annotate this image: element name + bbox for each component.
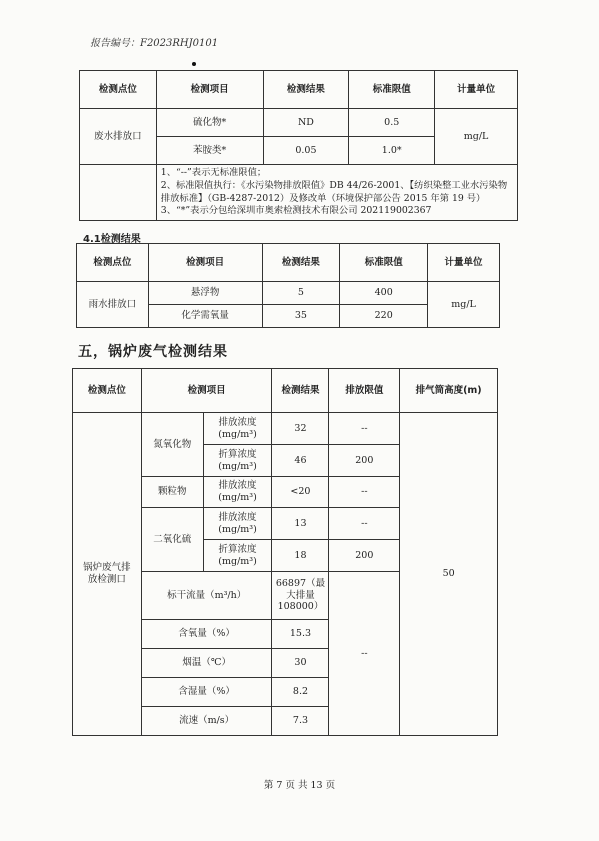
stack-height-cell: 50 (400, 413, 498, 736)
param-result: 15.3 (272, 620, 329, 649)
header-limit: 标准限值 (349, 71, 435, 109)
param-label: 烟温（℃） (141, 649, 272, 678)
limit-cell: 200 (329, 445, 400, 477)
param-result: 8.2 (272, 678, 329, 707)
notes-cell (156, 165, 517, 221)
page-footer: 第 7 页 共 13 页 (263, 780, 336, 791)
item-cell: 苯胺类* (156, 137, 263, 165)
header-result: 检测结果 (272, 369, 329, 413)
section-label: 4.1检测结果 (83, 234, 141, 245)
flow-result: 66897（最 大排量 108000） (272, 572, 329, 620)
param-label: 流速（m/s） (141, 707, 272, 736)
wastewater-table (79, 70, 518, 221)
flow-label: 标干流量（m³/h） (141, 572, 272, 620)
header-limit: 排放限值 (329, 369, 400, 413)
param-result: 30 (272, 649, 329, 678)
pollutant-pm: 颗粒物 (141, 477, 203, 508)
other-limit-cell: -- (329, 572, 400, 736)
concentration-label: 排放浓度 (mg/m³) (203, 508, 272, 540)
pollutant-nox: 氮氧化物 (141, 413, 203, 477)
param-result: 7.3 (272, 707, 329, 736)
header-point: 检测点位 (80, 71, 157, 109)
notes-spacer (80, 165, 157, 221)
result-cell: 46 (272, 445, 329, 477)
unit-cell: mg/L (428, 282, 500, 328)
section-title: 五，锅炉废气检测结果 (78, 344, 228, 360)
boiler-table (72, 368, 498, 736)
point-cell: 雨水排放口 (77, 282, 149, 328)
header-item: 检测项目 (141, 369, 272, 413)
header-result: 检测结果 (262, 244, 340, 282)
item-cell: 化学需氧量 (148, 305, 262, 328)
header-unit: 计量单位 (428, 244, 500, 282)
ink-dot (192, 62, 196, 66)
result-cell: 0.05 (263, 137, 349, 165)
limit-cell: 220 (340, 305, 428, 328)
limit-cell: 1.0* (349, 137, 435, 165)
result-cell: 32 (272, 413, 329, 445)
limit-cell: -- (329, 477, 400, 508)
pollutant-so2: 二氧化硫 (141, 508, 203, 572)
concentration-label: 折算浓度 (mg/m³) (203, 540, 272, 572)
concentration-label: 折算浓度 (mg/m³) (203, 445, 272, 477)
limit-cell: 400 (340, 282, 428, 305)
point-cell: 锅炉废气排放检测口 (73, 413, 142, 736)
result-cell: 13 (272, 508, 329, 540)
param-label: 含湿量（%） (141, 678, 272, 707)
result-cell: 18 (272, 540, 329, 572)
item-cell: 悬浮物 (148, 282, 262, 305)
rainwater-table (76, 243, 500, 328)
note-line: 2、标准限值执行：《水污染物排放限值》DB 44/26-2001、【纺织染整工业水污染物排放标准】（GB-4287-2012）及修改单（环境保护部公告 2015 年第 19 号）3、“*”表示分包给深圳市奥索检测技术有限公司 202119002367 (160, 179, 508, 217)
concentration-label: 排放浓度 (mg/m³) (203, 413, 272, 445)
header-stack-height: 排气筒高度(m) (400, 369, 498, 413)
header-point: 检测点位 (77, 244, 149, 282)
result-cell: ND (263, 109, 349, 137)
header-limit: 标准限值 (340, 244, 428, 282)
unit-cell: mg/L (435, 109, 518, 165)
header-result: 检测结果 (263, 71, 349, 109)
param-label: 含氧量（%） (141, 620, 272, 649)
limit-cell: 200 (329, 540, 400, 572)
result-cell: 35 (262, 305, 340, 328)
limit-cell: -- (329, 413, 400, 445)
header-item: 检测项目 (156, 71, 263, 109)
point-cell: 废水排放口 (80, 109, 157, 165)
item-cell: 硫化物* (156, 109, 263, 137)
limit-cell: 0.5 (349, 109, 435, 137)
concentration-label: 排放浓度 (mg/m³) (203, 477, 272, 508)
note-line: 1、“--”表示无标准限值； (160, 167, 267, 178)
result-cell: <20 (272, 477, 329, 508)
header-point: 检测点位 (73, 369, 142, 413)
report-number: 报告编号：F2023RHJ0101 (90, 38, 219, 49)
limit-cell: -- (329, 508, 400, 540)
header-item: 检测项目 (148, 244, 262, 282)
result-cell: 5 (262, 282, 340, 305)
header-unit: 计量单位 (435, 71, 518, 109)
